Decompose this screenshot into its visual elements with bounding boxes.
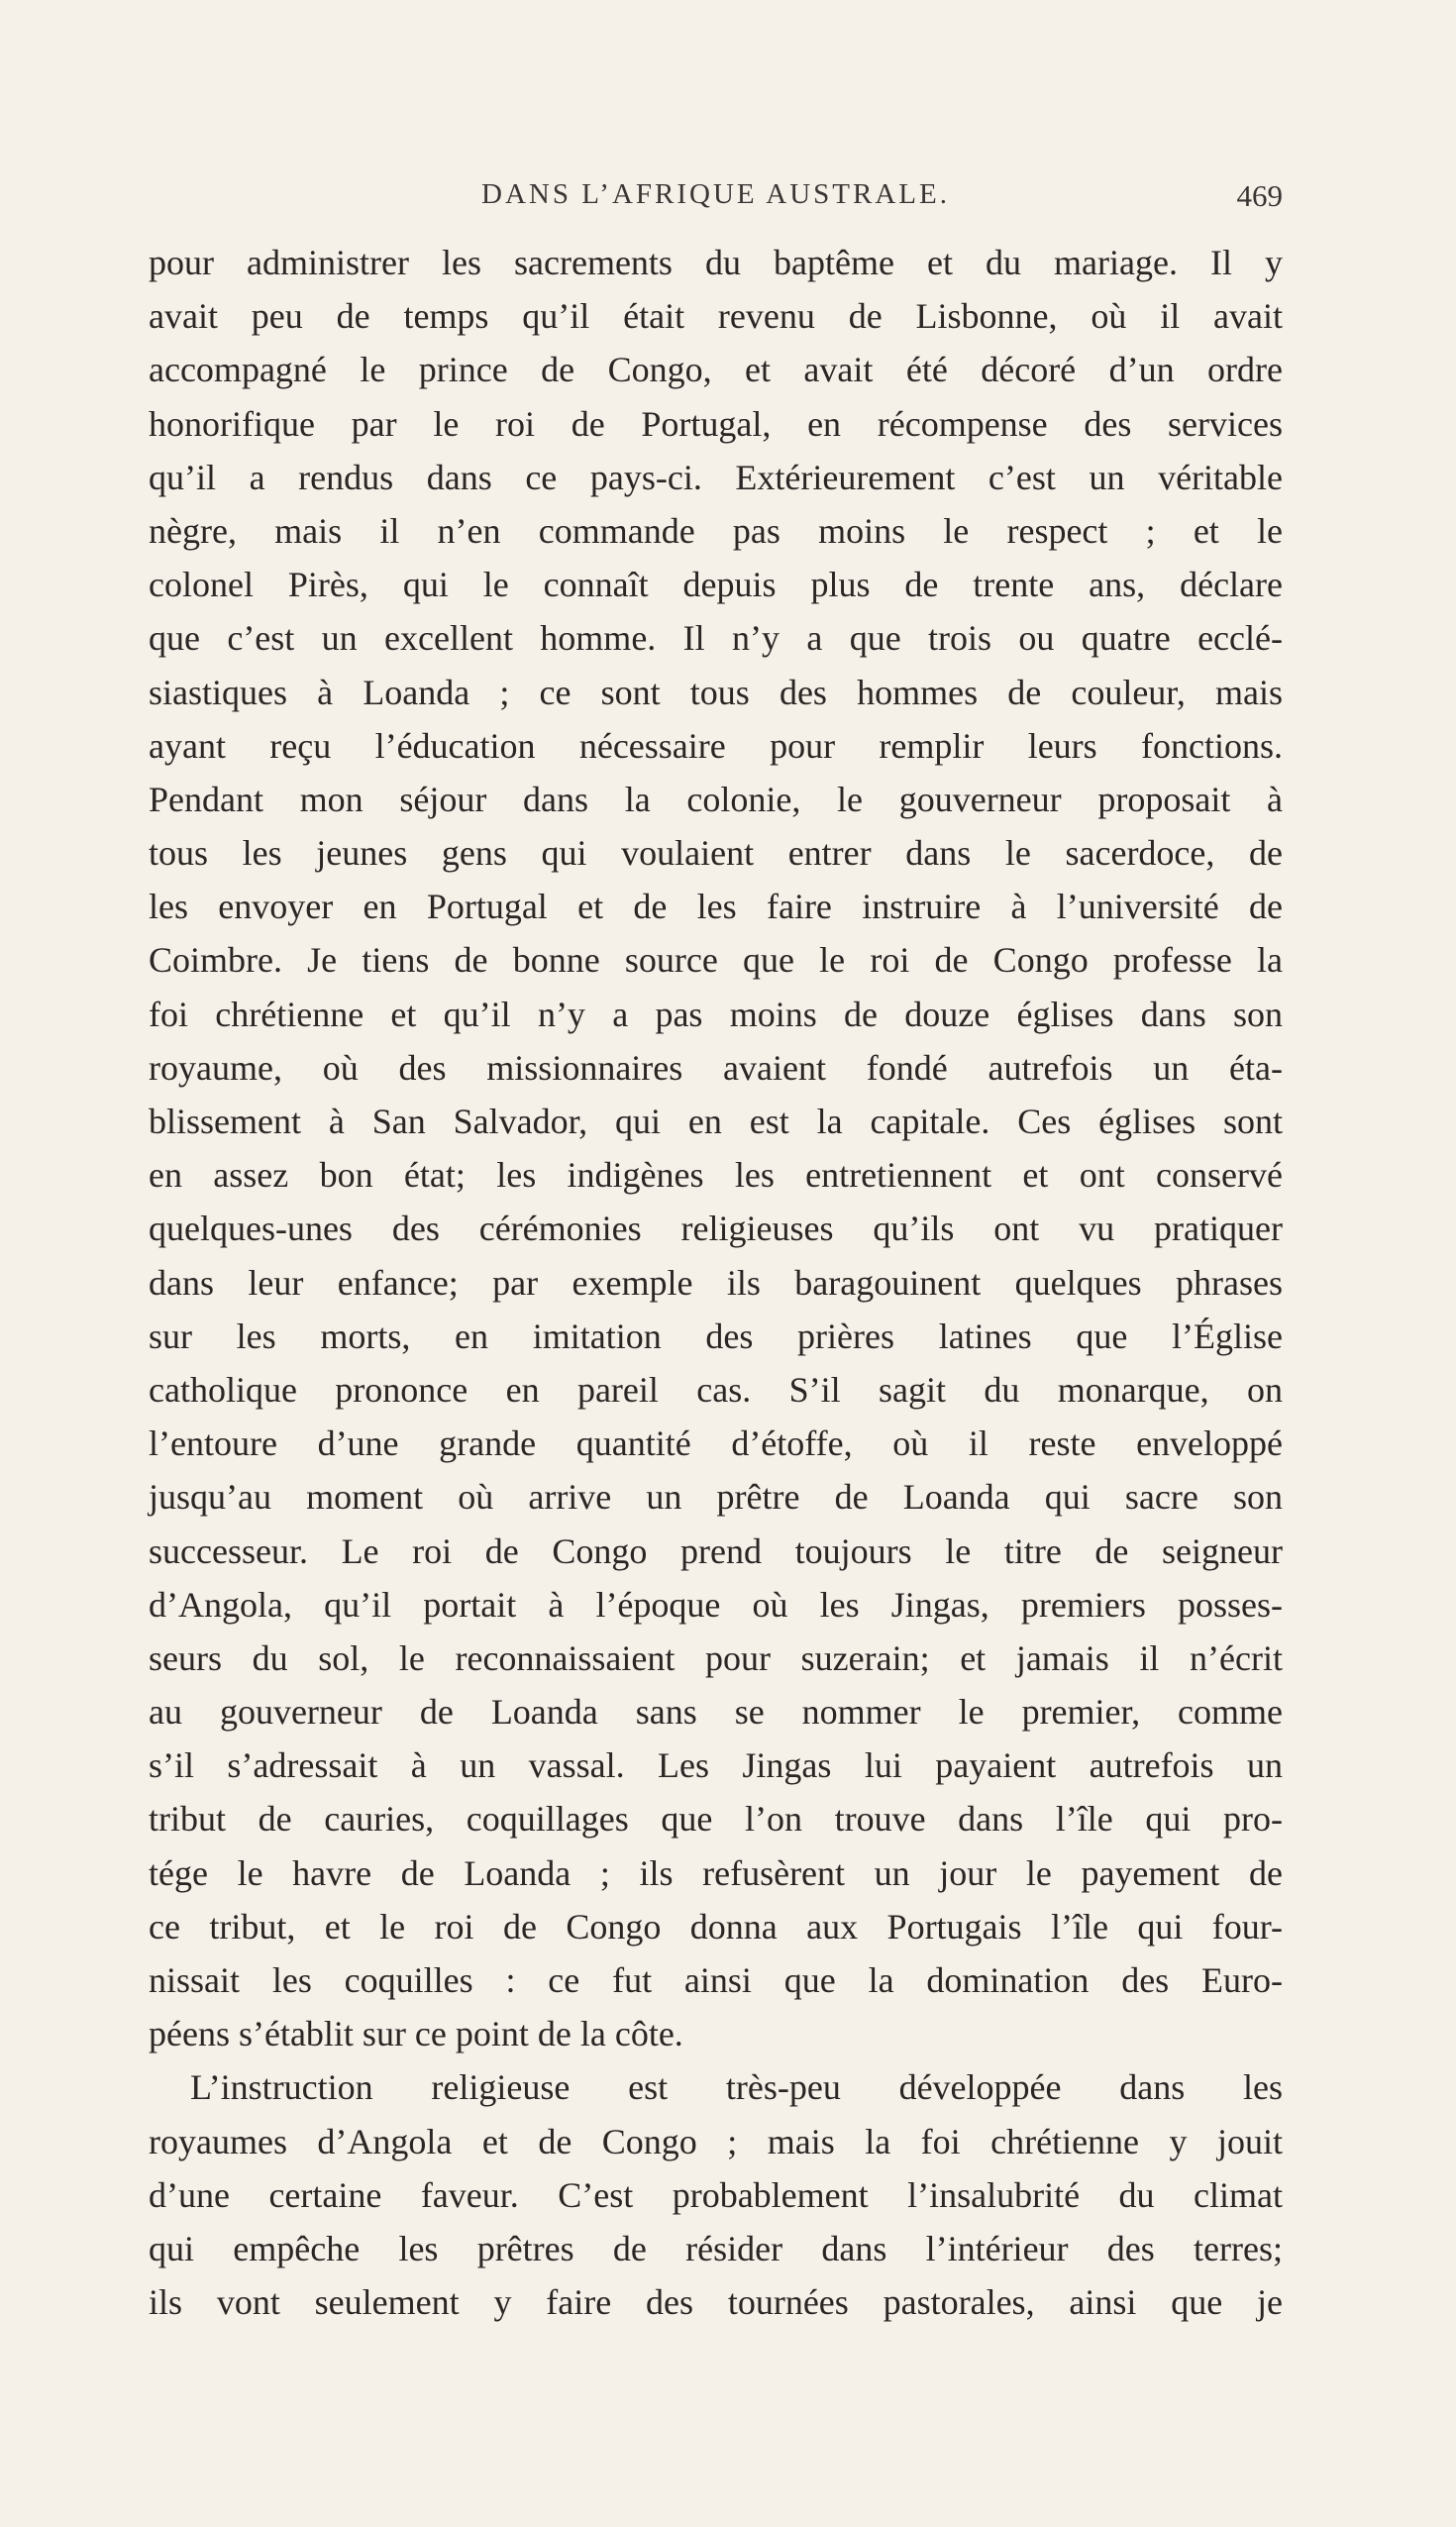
text-line: ce tribut, et le roi de Congo donna aux Portugais l’île qui four- xyxy=(149,1906,1283,1947)
text-line: en assez bon état; les indigènes les entretiennent et ont conservé xyxy=(149,1155,1283,1196)
text-line: nissait les coquilles : ce fut ainsi que la domination des Euro- xyxy=(149,1960,1283,2000)
text-line: d’Angola, qu’il portait à l’époque où les Jingas, premiers posses- xyxy=(149,1584,1283,1625)
body-text xyxy=(149,236,1283,2329)
text-line: siastiques à Loanda ; ce sont tous des hommes de couleur, mais xyxy=(149,672,1283,712)
text-line: avait peu de temps qu’il était revenu de Lisbonne, où il avait xyxy=(149,296,1283,337)
text-line: foi chrétienne et qu’il n’y a pas moins de douze églises dans son xyxy=(149,994,1283,1034)
text-line: l’entoure d’une grande quantité d’étoffe, où il reste enveloppé xyxy=(149,1423,1283,1464)
text-line: quelques-unes des cérémonies religieuses qu’ils ont vu pratiquer xyxy=(149,1209,1283,1249)
text-line: d’une certaine faveur. C’est probablement l’insalubrité du climat xyxy=(149,2174,1283,2215)
text-line: les envoyer en Portugal et de les faire instruire à l’université de xyxy=(149,887,1283,927)
text-line: jusqu’au moment où arrive un prêtre de Loanda qui sacre son xyxy=(149,1477,1283,1518)
text-line: blissement à San Salvador, qui en est la capitale. Ces églises sont xyxy=(149,1102,1283,1141)
text-line: seurs du sol, le reconnaissaient pour suzerain; et jamais il n’écrit xyxy=(149,1637,1283,1678)
text-line: qui empêche les prêtres de résider dans l’intérieur des terres; xyxy=(149,2228,1283,2268)
text-line: Pendant mon séjour dans la colonie, le gouverneur proposait à xyxy=(149,779,1283,819)
text-line: tribut de cauries, coquillages que l’on trouve dans l’île qui pro- xyxy=(149,1799,1283,1840)
text-line: pour administrer les sacrements du baptême et du mariage. Il y xyxy=(149,243,1283,282)
text-line: nègre, mais il n’en commande pas moins le respect ; et le xyxy=(149,510,1283,551)
text-line: tége le havre de Loanda ; ils refusèrent un jour le payement de xyxy=(149,1852,1283,1893)
text-line: qu’il a rendus dans ce pays-ci. Extérieurement c’est un véritable xyxy=(149,457,1283,497)
text-line: sur les morts, en imitation des prières latines que l’Église xyxy=(149,1316,1283,1356)
text-line: catholique prononce en pareil cas. S’il sagit du monarque, on xyxy=(149,1369,1283,1410)
text-line: royaume, où des missionnaires avaient fondé autrefois un éta- xyxy=(149,1047,1283,1088)
text-line: honorifique par le roi de Portugal, en récompense des services xyxy=(149,403,1283,444)
text-line: successeur. Le roi de Congo prend toujours le titre de seigneur xyxy=(149,1530,1283,1571)
text-line: accompagné le prince de Congo, et avait été décoré d’un ordre xyxy=(149,350,1283,390)
page-number: 469 xyxy=(1236,178,1283,213)
text-line: colonel Pirès, qui le connaît depuis plus de trente ans, déclare xyxy=(149,565,1283,605)
running-title: DANS L’AFRIQUE AUSTRALE. xyxy=(481,178,950,210)
text-line: Coimbre. Je tiens de bonne source que le roi de Congo professe la xyxy=(149,940,1283,981)
text-line: royaumes d’Angola et de Congo ; mais la foi chrétienne y jouit xyxy=(149,2121,1283,2161)
text-line: au gouverneur de Loanda sans se nommer le premier, comme xyxy=(149,1692,1283,1733)
text-line: ils vont seulement y faire des tournées pastorales, ainsi que je xyxy=(149,2282,1283,2323)
paragraph-start-line: L’instruction religieuse est très-peu développée dans les xyxy=(190,2067,1283,2108)
paragraph-end-line: péens s’établit sur ce point de la côte. xyxy=(149,2014,683,2054)
text-line: s’il s’adressait à un vassal. Les Jingas lui payaient autrefois un xyxy=(149,1745,1283,1786)
running-head xyxy=(149,178,1283,218)
text-line: tous les jeunes gens qui voulaient entrer dans le sacerdoce, de xyxy=(149,833,1283,874)
text-line: ayant reçu l’éducation nécessaire pour remplir leurs fonctions. xyxy=(149,725,1283,766)
text-line: que c’est un excellent homme. Il n’y a que trois ou quatre ecclé- xyxy=(149,618,1283,659)
text-line: dans leur enfance; par exemple ils baragouinent quelques phrases xyxy=(149,1262,1283,1303)
